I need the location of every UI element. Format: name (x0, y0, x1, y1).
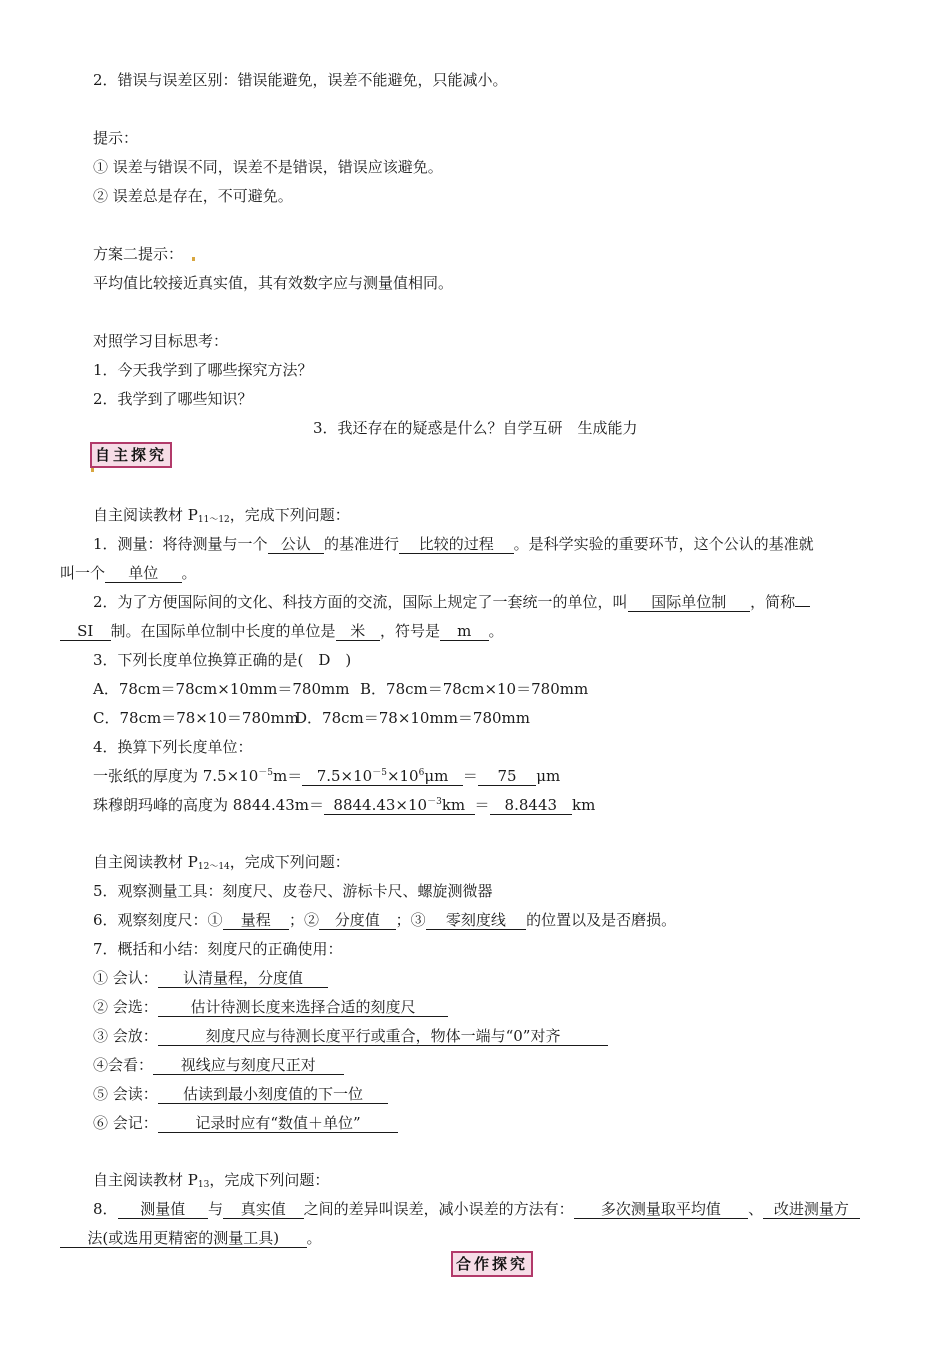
answer-blank: 估读到最小刻度值的下一位 (158, 1085, 389, 1104)
section1-intro: 自主阅读教材 $P_{11\sim 12}$，完成下列问题： (93, 506, 350, 525)
use-rule-2: ② 会选： 估计待测长度来选择合适的刻度尺 (93, 997, 448, 1017)
question-2: 2．为了方便国际间的文化、科技方面的交流，国际上规定了一套统一的单位，叫 国际单位制 ，简称 (93, 592, 810, 612)
answer-blank: 单位 (105, 564, 182, 583)
question-6: 6．观察刻度尺：① 量程 ；② 分度值 ；③ 零刻度线 的位置以及是否磨损。 (93, 911, 677, 929)
hint-title: 提示： (93, 129, 139, 147)
question-5: 5．观察测量工具：刻度尺、皮卷尺、游标卡尺、螺旋测微器 (93, 882, 493, 900)
question-7: 7．概括和小结：刻度尺的正确使用： (93, 940, 343, 958)
question-4: 4．换算下列长度单位： (93, 738, 253, 756)
answer-blank: 刻度尺应与待测长度平行或重合，物体一端与“0”对齐 (158, 1027, 609, 1046)
answer-blank: 真实值 (223, 1200, 304, 1219)
question-4b: 珠穆朗玛峰的高度为 $8844.43m= 8844.43\times 10^{-3}km = 8.8443$ km (93, 796, 596, 814)
use-rule-6: ⑥ 会记： 记录时应有“数值＋单位” (93, 1113, 398, 1133)
hint-2: ② 误差总是存在，不可避免。 (93, 187, 293, 205)
question-3: 3．下列长度单位换算正确的是( D ) (93, 651, 352, 669)
use-rule-1: ① 会认： 认清量程，分度值 (93, 968, 328, 988)
question-1-cont: 叫一个 单位 。 (60, 564, 197, 582)
text-item-2: 2．错误与误差区别：错误能避免，误差不能避免，只能减小。 (93, 71, 508, 89)
answer-blank: m (440, 622, 489, 641)
answer-blank: 认清量程，分度值 (158, 969, 329, 988)
answer-blank: SI (60, 622, 111, 641)
reflect-2: 2．我学到了哪些知识？ (93, 390, 253, 408)
question-2-cont: SI 制。在国际单位制中长度的单位是 米 ，符号是 m 。 (60, 621, 504, 641)
plan2-title: 方案二提示： (93, 245, 184, 263)
section3-intro: 自主阅读教材 $P_{13}$，完成下列问题： (93, 1171, 330, 1190)
answer-blank: 国际单位制 (628, 593, 751, 612)
option-c: C．78cm＝78×10＝780mm (93, 709, 300, 727)
decorative-dot (91, 468, 94, 472)
answer-blank: 估计待测长度来选择合适的刻度尺 (158, 998, 449, 1017)
question-8: 8． 测量值 与 真实值 之间的差异叫误差，减小误差的方法有： 多次测量取平均值 、 改进测量方 (93, 1199, 860, 1219)
option-d: D．78cm＝78×10mm＝780mm (295, 709, 531, 727)
hint-1: ① 误差与错误不同，误差不是错误，错误应该避免。 (93, 158, 443, 176)
answer-blank: 75 (478, 767, 537, 786)
use-rule-4: ④会看： 视线应与刻度尺正对 (93, 1055, 344, 1075)
answer-blank: 法(或选用更精密的测量工具) (60, 1229, 307, 1248)
use-rule-3: ③ 会放： 刻度尺应与待测长度平行或重合，物体一端与“0”对齐 (93, 1026, 608, 1046)
badge-cooperation: 合作探究 (451, 1251, 533, 1277)
answer-blank: 比较的过程 (399, 535, 514, 554)
answer-blank: 多次测量取平均值 (574, 1200, 749, 1219)
answer-blank: 记录时应有“数值＋单位” (158, 1114, 399, 1133)
reflect-title: 对照学习目标思考： (93, 332, 229, 350)
section2-intro: 自主阅读教材 $P_{12\sim 14}$，完成下列问题： (93, 853, 350, 872)
badge-self-study: 自主探究 (90, 442, 172, 468)
reflect-3: 3．我还存在的疑惑是什么？自学互研 生成能力 (313, 419, 638, 437)
answer-blank: $8844.43\times 10^{-3}km$ (324, 796, 475, 815)
answer-blank: 公认 (268, 535, 325, 554)
option-a: A．78cm＝78cm×10mm＝780mm (93, 680, 350, 698)
answer-blank: 改进测量方 (763, 1200, 860, 1219)
answer-blank: $7.5\times 10^{-5}\times 10^6\mu m$ (302, 767, 463, 786)
answer-blank (795, 606, 810, 607)
answer-blank: 8.8443 (490, 796, 573, 815)
question-1: 1．测量：将待测量与一个 公认 的基准进行 比较的过程 。是科学实验的重要环节，这个公认的基准就 (93, 535, 814, 553)
option-b: B．78cm＝78cm×10＝780mm (360, 680, 589, 698)
answer-blank: 分度值 (319, 911, 396, 930)
question-4a: 一张纸的厚度为 $7.5\times 10^{-5}m= 7.5\times 10^{-5}\times 10^6\mu m = 75$ μm (93, 767, 561, 785)
answer-blank: 视线应与刻度尺正对 (153, 1056, 344, 1075)
decorative-dot (192, 257, 195, 261)
use-rule-5: ⑤ 会读： 估读到最小刻度值的下一位 (93, 1084, 388, 1104)
answer-blank: 测量值 (118, 1200, 209, 1219)
answer-blank: 零刻度线 (426, 911, 527, 930)
answer-blank: 米 (336, 622, 381, 641)
plan2-text: 平均值比较接近真实值，其有效数字应与测量值相同。 (93, 274, 454, 292)
answer-blank: 量程 (223, 911, 290, 930)
reflect-1: 1．今天我学到了哪些探究方法？ (93, 361, 313, 379)
question-8-cont: 法(或选用更精密的测量工具) 。 (60, 1228, 322, 1248)
